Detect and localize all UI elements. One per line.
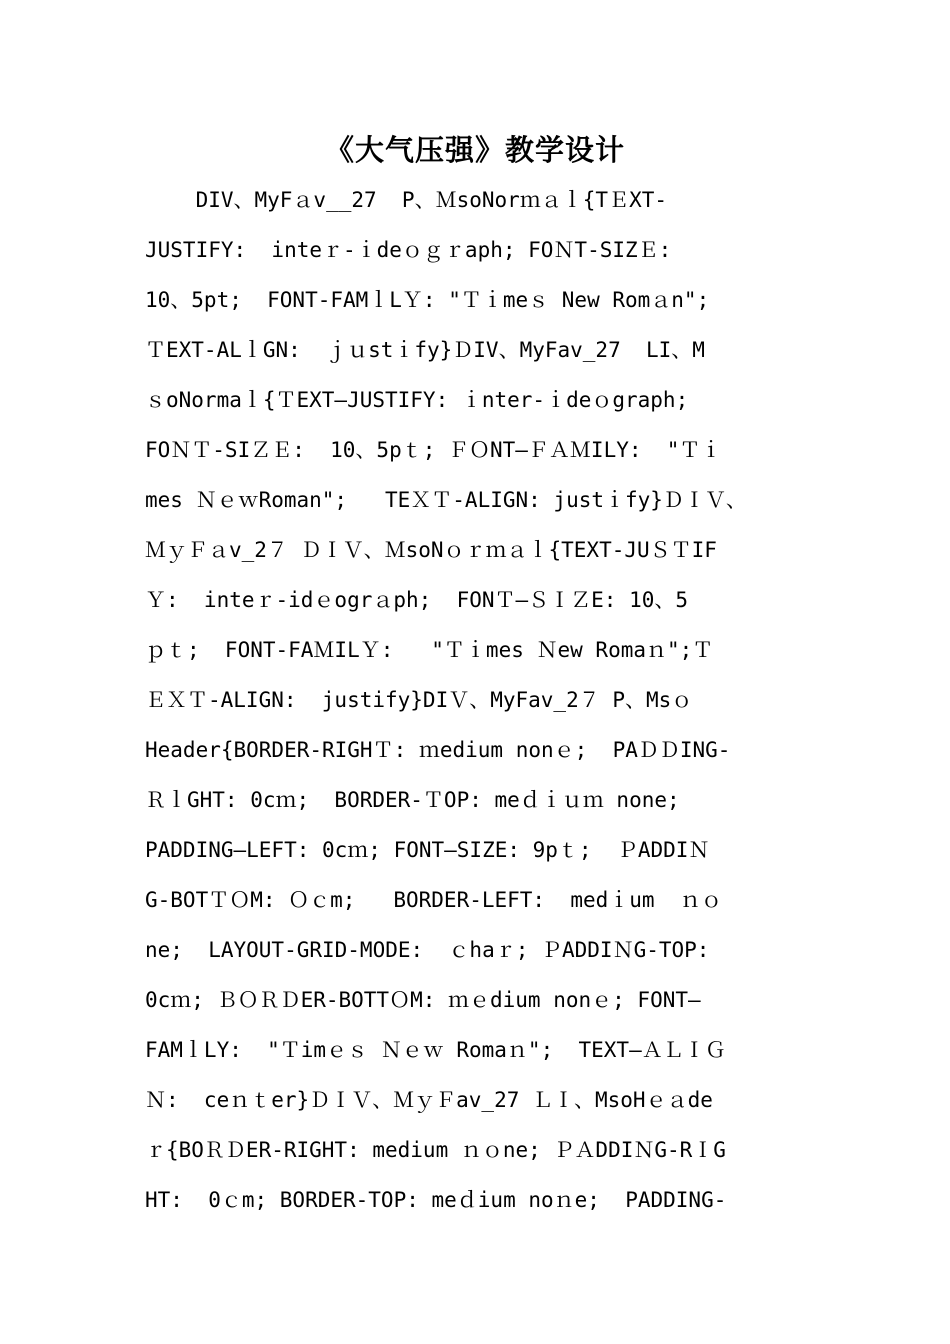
body-line: G-BOTＴＯM: Ｏｃm; BORDER-LEFT: medｉum ｎｏ (145, 888, 722, 912)
body-line: ＭｙＦａv_2７ ＤＩＶ、ＭsoNｏｒｍａｌ{TEXT-JUＳＴIF (145, 538, 717, 562)
body-line: PADDING—LEFT: 0cｍ; FONT—SIZE: 9pｔ; ＰADDIＮ (145, 838, 710, 862)
document-title: 《大气压强》教学设计 (324, 133, 625, 167)
body-line: FAMｌLY: "Ｔimｅｓ Ｎｅｗ Romaｎ"; TEXT—ＡＬＩＧ (145, 1038, 726, 1062)
body-line: ＥＸＴ-ALIGN: justify}DIＶ、MyFav_2７ P、Msｏ (145, 688, 693, 712)
body-line: mes ＮｅｗRoman"; TEＸＴ-ALIGN: justｉfy}ＤＩＶ、 (145, 488, 747, 512)
body-line: DIV、MyFａv__27 P、ＭsoNorｍａｌ{TＥXT- (145, 188, 668, 212)
body-line: HT: 0ｃm; BORDER-TOP: meｄium noｎe; PADDING- (145, 1188, 727, 1212)
body-line: ＲｌGHT: 0cｍ; BORDER-ＴOP: meｄｉｕｍ none; (145, 788, 680, 812)
body-line: 0cｍ; ＢＯＲＤER-BOTTＯM: ｍｅdium nonｅ; FONT— (145, 988, 701, 1012)
body-line: Ｙ: inteｒ-idｅogrａph; FONＴ—ＳＩＺE: 10、5 (145, 588, 689, 612)
body-line: ｒ{BOＲＤER-RIGHT: medium ｎｏne; ＰＡDDIＮG-RＩG (145, 1138, 726, 1162)
body-line: Header{BORDER-RIGHＴ: ｍedium nonｅ; PAＤＤING- (145, 738, 731, 762)
body-line: FOＮＴ-SIＺＥ: 10、5pｔ; ＦＯNT—ＦＡＭILY: "Ｔｉ (145, 438, 722, 462)
body-line: ｓoNormaｌ{ＴEXT—JUSTIFY: ｉnter-ｉdeｏgraph; (145, 388, 689, 412)
body-line: ｐｔ; FONT-FAＭILＹ: "Ｔｉmes Ｎew Romaｎ";Ｔ (145, 638, 714, 662)
body-line: ＴEXT-ALｌGN: ｊｕstｉfy}ＤIV、MyFav_27 LI、M (145, 338, 705, 362)
body-line: JUSTIFY: inteｒ-ｉdeｏｇｒaph; FOＮT-SIZＥ: (145, 238, 672, 262)
body-line: 10、5pt; FONT-FAMｌLＹ: "Ｔｉmeｓ New Romａn"; (145, 288, 710, 312)
body-line: ne; LAYOUT-GRID-MODE: ｃhaｒ; ＰADDIＮG-TOP: (145, 938, 710, 962)
body-line: Ｎ: ceｎｔer}ＤＩＶ、ＭｙＦav_27 ＬＩ、MsoHｅａde (145, 1088, 713, 1112)
